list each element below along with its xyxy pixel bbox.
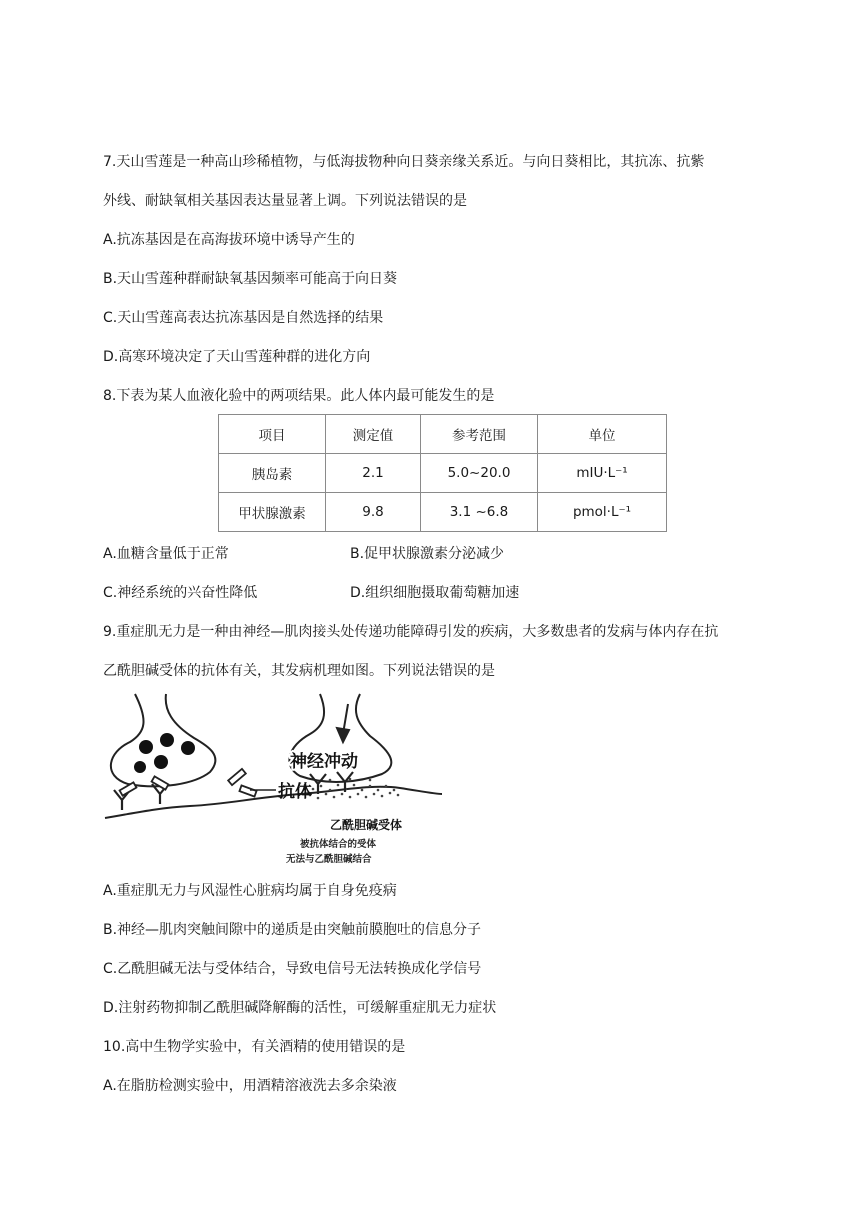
q10-stem: 10.高中生物学实验中，有关酒精的使用错误的是 (103, 1039, 406, 1055)
label-acetylcholine-receptor: 乙酰胆碱受体 (330, 818, 403, 832)
table-cell: 5.0~20.0 (421, 454, 538, 493)
table-row (219, 493, 667, 532)
label-nerve-impulse: 神经冲动 (290, 752, 358, 772)
table-cell: pmol·L⁻¹ (538, 493, 667, 532)
q8-option-b: B.促甲状腺激素分泌减少 (350, 546, 505, 562)
q10-option-a: A.在脂肪检测实验中，用酒精溶液洗去多余染液 (103, 1078, 397, 1094)
table-cell: 3.1 ~6.8 (421, 493, 538, 532)
lab-results-table (218, 414, 667, 532)
label-antibody: 抗体 (278, 782, 312, 802)
table-cell: 2.1 (326, 454, 421, 493)
q7-option-d: D.高寒环境决定了天山雪莲种群的进化方向 (103, 349, 371, 365)
table-header: 单位 (538, 415, 667, 454)
table-header: 测定值 (326, 415, 421, 454)
figure-caption-line2: 无法与乙酰胆碱结合 (286, 854, 372, 865)
table-header-row (219, 415, 667, 454)
q8-option-c: C.神经系统的兴奋性降低 (103, 585, 258, 601)
table-cell: 胰岛素 (219, 454, 326, 493)
table-cell: 甲状腺激素 (219, 493, 326, 532)
q8-stem: 8.下表为某人血液化验中的两项结果。此人体内最可能发生的是 (103, 388, 495, 404)
q9-option-b: B.神经—肌肉突触间隙中的递质是由突触前膜胞吐的信息分子 (103, 922, 482, 938)
figure-caption-line1: 被抗体结合的受体 (300, 839, 377, 850)
q9-option-d: D.注射药物抑制乙酰胆碱降解酶的活性，可缓解重症肌无力症状 (103, 1000, 497, 1016)
q9-stem-line1: 9.重症肌无力是一种由神经—肌肉接头处传递功能障碍引发的疾病，大多数患者的发病与体内存在抗 (103, 624, 719, 640)
q7-stem-line1: 7.天山雪莲是一种高山珍稀植物，与低海拔物种向日葵亲缘关系近。与向日葵相比，其抗冻、抗紫 (103, 154, 705, 170)
q8-option-d: D.组织细胞摄取葡萄糖加速 (350, 585, 520, 601)
q7-option-c: C.天山雪莲高表达抗冻基因是自然选择的结果 (103, 310, 384, 326)
table-header: 项目 (219, 415, 326, 454)
q9-option-a: A.重症肌无力与风湿性心脏病均属于自身免疫病 (103, 883, 397, 899)
q8-option-a: A.血糖含量低于正常 (103, 546, 229, 562)
q7-option-a: A.抗冻基因是在高海拔环境中诱导产生的 (103, 232, 355, 248)
q9-stem-line2: 乙酰胆碱受体的抗体有关，其发病机理如图。下列说法错误的是 (103, 663, 495, 679)
table-row (219, 454, 667, 493)
table-header: 参考范围 (421, 415, 538, 454)
q9-option-c: C.乙酰胆碱无法与受体结合，导致电信号无法转换成化学信号 (103, 961, 482, 977)
q7-stem-line2: 外线、耐缺氧相关基因表达量显著上调。下列说法错误的是 (103, 193, 467, 209)
table-cell: 9.8 (326, 493, 421, 532)
table-cell: mIU·L⁻¹ (538, 454, 667, 493)
q7-option-b: B.天山雪莲种群耐缺氧基因频率可能高于向日葵 (103, 271, 398, 287)
synapse-diagram (100, 690, 445, 870)
